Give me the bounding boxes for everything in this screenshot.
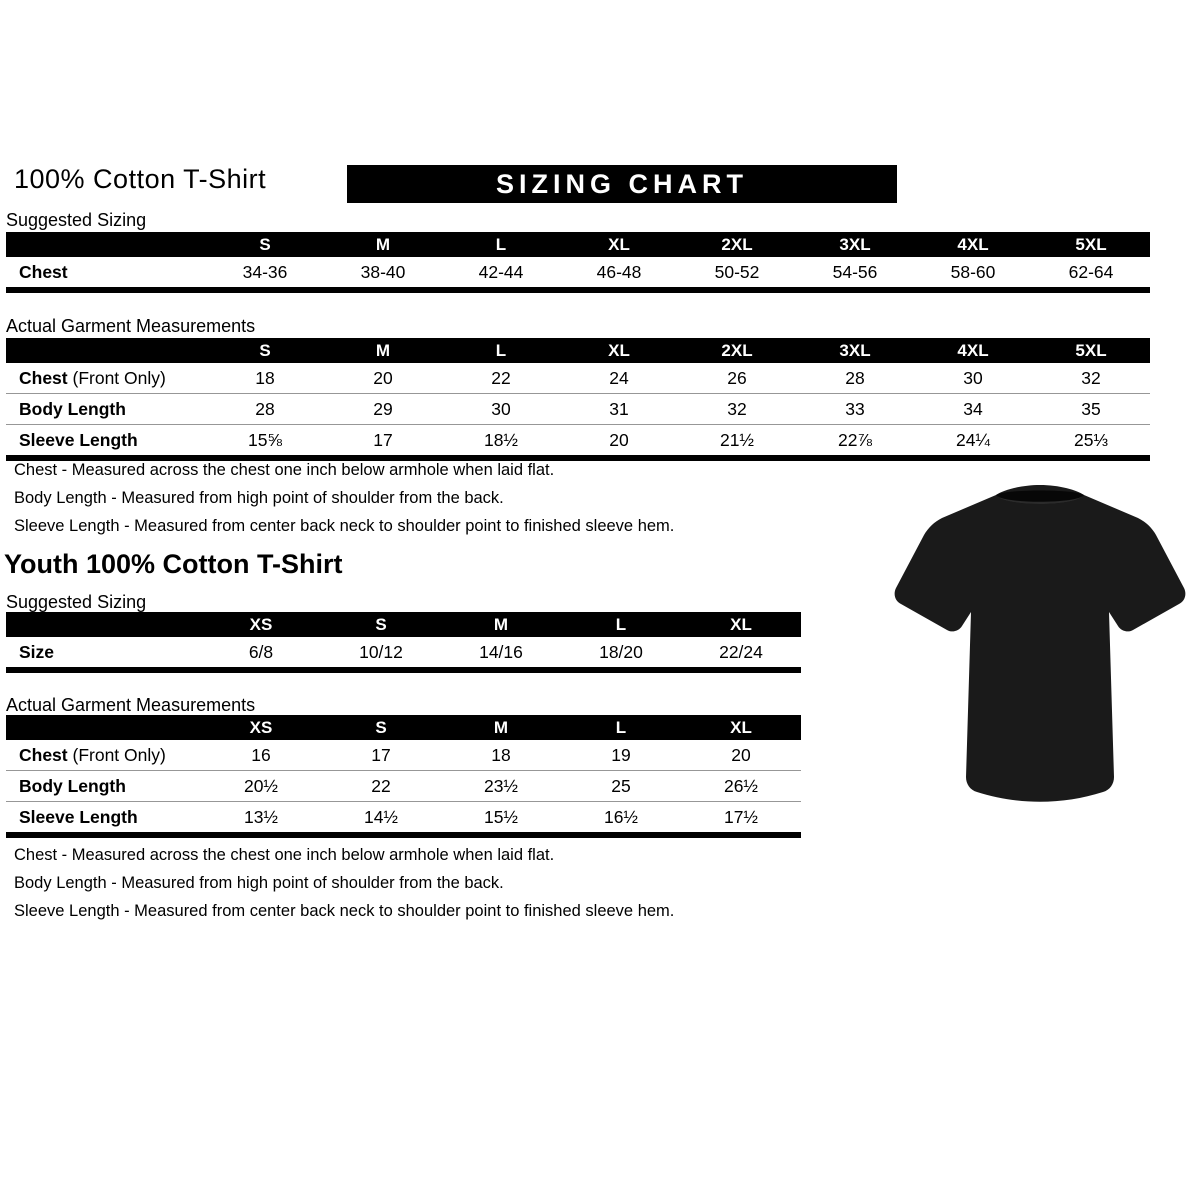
measurement-cell: 42-44 bbox=[478, 261, 524, 282]
measurement-cell: 14½ bbox=[363, 806, 399, 827]
table-header-row bbox=[6, 612, 801, 637]
body-length-note: Body Length - Measured from high point of shoulder from the back. bbox=[14, 489, 504, 507]
measurement-cell: 30 bbox=[963, 367, 983, 388]
size-header-cell: M bbox=[375, 340, 391, 360]
size-header-cell: XL bbox=[730, 614, 752, 634]
measurement-cell: 24 bbox=[609, 367, 629, 388]
measurement-cell: 54-56 bbox=[832, 261, 878, 282]
measurement-cell: 34-36 bbox=[242, 261, 288, 282]
measurement-cell: 24¼ bbox=[955, 429, 991, 450]
measurement-cell: 18 bbox=[255, 367, 275, 388]
measurement-cell: 28 bbox=[255, 398, 275, 419]
measurement-cell: 17 bbox=[371, 744, 391, 765]
row-label: Sleeve Length bbox=[19, 806, 138, 827]
youth-actual-measurements-table bbox=[6, 715, 801, 838]
youth-actual-measurements-label: Actual Garment Measurements bbox=[6, 695, 256, 715]
chest-note-youth: Chest - Measured across the chest one inch below armhole when laid flat. bbox=[14, 846, 555, 864]
size-header-cell: M bbox=[375, 234, 391, 254]
row-label: Sleeve Length bbox=[19, 429, 138, 450]
measurement-cell: 31 bbox=[609, 398, 629, 419]
table-row bbox=[6, 740, 801, 771]
size-header-cell: XL bbox=[730, 717, 752, 737]
measurement-cell: 25 bbox=[611, 775, 631, 796]
size-header-cell: L bbox=[495, 234, 507, 254]
table-row bbox=[6, 425, 1150, 455]
row-label: Chest bbox=[19, 261, 68, 282]
row-label: Size bbox=[19, 641, 55, 662]
size-header-cell: XL bbox=[608, 234, 630, 254]
size-header-cell: M bbox=[493, 614, 509, 634]
measurement-cell: 34 bbox=[963, 398, 983, 419]
measurement-cell: 29 bbox=[373, 398, 393, 419]
adult-actual-measurements-table bbox=[6, 338, 1150, 461]
size-header-cell: XS bbox=[249, 717, 273, 737]
table-row bbox=[6, 363, 1150, 394]
size-header-cell: S bbox=[259, 234, 271, 254]
measurement-cell: 28 bbox=[845, 367, 865, 388]
measurement-cell: 23½ bbox=[483, 775, 519, 796]
youth-section-title: Youth 100% Cotton T-Shirt bbox=[4, 549, 343, 579]
measurement-cell: 17½ bbox=[723, 806, 759, 827]
size-header-cell: S bbox=[375, 717, 387, 737]
size-header-cell: 5XL bbox=[1075, 340, 1107, 360]
size-header-cell: 3XL bbox=[839, 234, 871, 254]
size-header-cell: L bbox=[615, 717, 627, 737]
size-header-cell: 2XL bbox=[721, 340, 753, 360]
measurement-cell: 22⅞ bbox=[837, 429, 873, 450]
adult-suggested-sizing-table bbox=[6, 232, 1150, 293]
chest-note: Chest - Measured across the chest one inch below armhole when laid flat. bbox=[14, 461, 555, 479]
sleeve-length-note-youth: Sleeve Length - Measured from center back neck to shoulder point to finished sleeve hem. bbox=[14, 902, 675, 920]
adult-suggested-sizing-label: Suggested Sizing bbox=[6, 210, 147, 230]
measurement-cell: 20 bbox=[731, 744, 751, 765]
measurement-cell: 62-64 bbox=[1068, 261, 1114, 282]
table-header-row bbox=[6, 338, 1150, 363]
measurement-cell: 38-40 bbox=[360, 261, 406, 282]
tshirt-icon bbox=[890, 476, 1190, 818]
measurement-cell: 26½ bbox=[723, 775, 759, 796]
measurement-cell: 16½ bbox=[603, 806, 639, 827]
measurement-cell: 14/16 bbox=[479, 641, 523, 662]
table-row bbox=[6, 394, 1150, 425]
measurement-cell: 21½ bbox=[719, 429, 755, 450]
size-header-cell: S bbox=[259, 340, 271, 360]
measurement-cell: 20½ bbox=[243, 775, 279, 796]
size-header-cell: 2XL bbox=[721, 234, 753, 254]
size-header-cell: 5XL bbox=[1075, 234, 1107, 254]
youth-suggested-sizing-label: Suggested Sizing bbox=[6, 592, 147, 612]
measurement-cell: 33 bbox=[845, 398, 865, 419]
adult-section-title: 100% Cotton T-Shirt bbox=[14, 164, 267, 194]
measurement-cell: 35 bbox=[1081, 398, 1101, 419]
size-header-cell: L bbox=[495, 340, 507, 360]
measurement-cell: 32 bbox=[1081, 367, 1101, 388]
measurement-cell: 18 bbox=[491, 744, 511, 765]
measurement-cell: 30 bbox=[491, 398, 511, 419]
measurement-cell: 22 bbox=[491, 367, 511, 388]
measurement-cell: 18½ bbox=[483, 429, 519, 450]
measurement-cell: 22/24 bbox=[719, 641, 763, 662]
measurement-cell: 13½ bbox=[243, 806, 279, 827]
measurement-cell: 46-48 bbox=[596, 261, 642, 282]
size-header-cell: 4XL bbox=[957, 340, 989, 360]
measurement-cell: 10/12 bbox=[359, 641, 403, 662]
size-header-cell: XS bbox=[249, 614, 273, 634]
size-header-cell: 4XL bbox=[957, 234, 989, 254]
youth-suggested-sizing-table bbox=[6, 612, 801, 673]
body-length-note-youth: Body Length - Measured from high point of shoulder from the back. bbox=[14, 874, 504, 892]
measurement-cell: 26 bbox=[727, 367, 747, 388]
measurement-cell: 15½ bbox=[483, 806, 519, 827]
measurement-cell: 20 bbox=[609, 429, 629, 450]
adult-actual-measurements-label: Actual Garment Measurements bbox=[6, 316, 256, 336]
table-header-row bbox=[6, 232, 1150, 257]
measurement-cell: 17 bbox=[373, 429, 393, 450]
row-label: Chest (Front Only) bbox=[19, 744, 166, 765]
measurement-cell: 6/8 bbox=[248, 641, 274, 662]
sleeve-length-note: Sleeve Length - Measured from center back neck to shoulder point to finished sleeve hem. bbox=[14, 517, 675, 535]
measurement-cell: 25⅓ bbox=[1073, 429, 1109, 450]
table-row bbox=[6, 637, 801, 667]
measurement-cell: 58-60 bbox=[950, 261, 996, 282]
measurement-cell: 22 bbox=[371, 775, 391, 796]
table-header-row bbox=[6, 715, 801, 740]
size-header-cell: S bbox=[375, 614, 387, 634]
table-row bbox=[6, 771, 801, 802]
table-row bbox=[6, 802, 801, 832]
table-row bbox=[6, 257, 1150, 287]
row-label: Body Length bbox=[19, 775, 126, 796]
measurement-cell: 20 bbox=[373, 367, 393, 388]
measurement-cell: 15⅝ bbox=[247, 429, 283, 450]
size-header-cell: L bbox=[615, 614, 627, 634]
measurement-cell: 18/20 bbox=[599, 641, 643, 662]
tshirt-product-image bbox=[890, 476, 1190, 818]
size-header-cell: 3XL bbox=[839, 340, 871, 360]
measurement-cell: 16 bbox=[251, 744, 271, 765]
row-label: Chest (Front Only) bbox=[19, 367, 166, 388]
measurement-cell: 50-52 bbox=[714, 261, 760, 282]
measurement-cell: 19 bbox=[611, 744, 631, 765]
size-header-cell: M bbox=[493, 717, 509, 737]
measurement-cell: 32 bbox=[727, 398, 747, 419]
size-header-cell: XL bbox=[608, 340, 630, 360]
row-label: Body Length bbox=[19, 398, 126, 419]
sizing-chart-banner: SIZING CHART bbox=[347, 165, 897, 203]
